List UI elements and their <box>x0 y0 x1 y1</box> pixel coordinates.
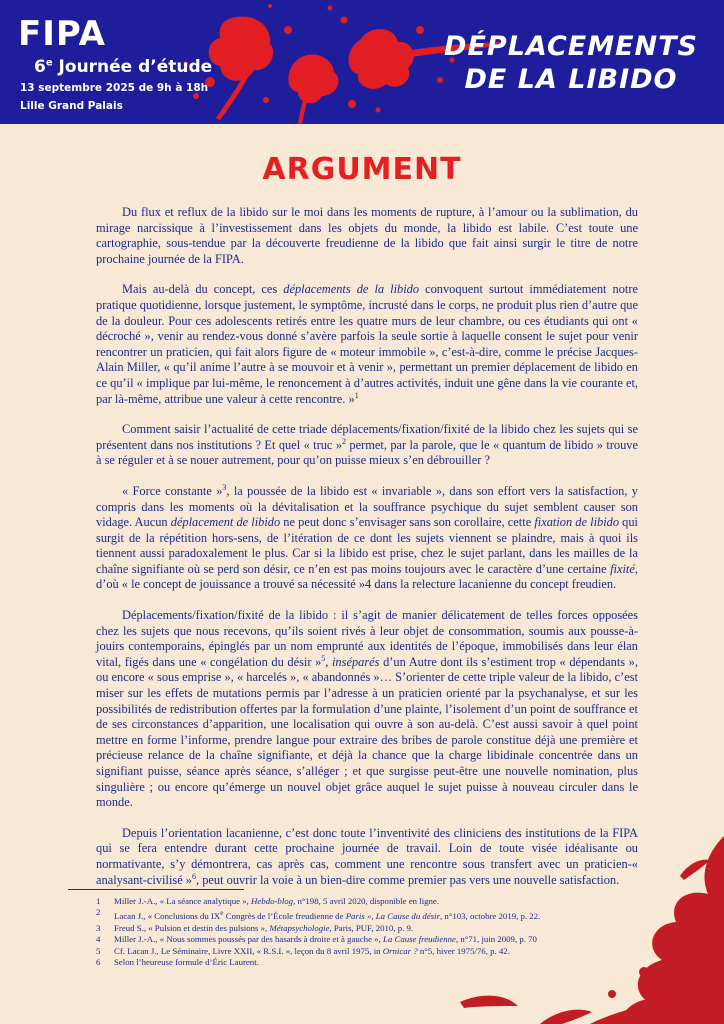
p2-text-2: convoquent surtout immédiatement notre pratique quotidienne, lorsque justement, le symptôme, incrusté dans le corps, ne produit plus rien d’autre que de la douleur. Pour ces adolescents retirés entre les quatre murs de leur chambre, ou ces étudiants qui ont « décroché », venir au rendez-vous donné s’avère parfois la seule sortie à laquelle consent le sujet pour venir rencontrer un praticien, qui fait alors figure de « moteur immobile », c’est-à-dire, comme le précise Jacques-Alain Miller, « qu’il anime l’autre à se mouvoir et à venir », permettant un premier déplacement de libido en ce qu’il « implique par lui-même, le renoncement à d’autres activités, induit une gêne dans la vie courante et, par là-même, attribue une valeur à cette rencontre. » <box>96 282 638 406</box>
footnote-superscript: e <box>220 908 224 918</box>
footnote-ref-1: 1 <box>354 390 359 400</box>
footnote-source: Hebdo-blog <box>251 896 294 906</box>
footnote-text: , n°198, 5 avril 2020, disponible en ligne. <box>293 896 440 906</box>
p4-text-4: qui surgit de la répétition hors-sens, de l’itération de ce dont les sujets viennent se plaindre, mais à quoi ils tiennent aussi paradoxalement le plus. Car si la libido est prise, chez le sujet parlant, dans les mailles de la chaîne signifiante où se perd son désir, ce n’en est pas moins toujours avec le caractère d’une certaine <box>96 515 639 576</box>
footnote-number: 5 <box>96 945 101 956</box>
p2-text-1: Mais au-delà du concept, ces <box>122 282 284 297</box>
footnote-text: Freud S., « Pulsion et destin des pulsions », <box>114 922 270 933</box>
footnote-number: 6 <box>96 956 101 967</box>
p4-emphasis-2: fixation de libido <box>534 515 620 530</box>
argument-body <box>96 205 638 903</box>
footnote-text: , n°103, octobre 2019, p. 22. <box>440 911 541 922</box>
footnote-ref-2: 2 <box>342 436 347 446</box>
footnote-divider <box>68 889 244 890</box>
edition-label: Journée d’étude <box>52 57 213 77</box>
paragraph-4 <box>96 484 638 593</box>
footnote-ref-5: 5 <box>321 653 326 663</box>
event-title-line-1: DÉPLACEMENTS <box>444 31 698 62</box>
footnote-4 <box>96 934 616 945</box>
footnote-number: 1 <box>96 896 101 906</box>
footnote-text: n°5, hiver 1975/76, p. 42. <box>417 945 510 956</box>
p4-text-5: , d’où « le concept de jouissance a trouvé sa nécessité »4 dans la relecture lacanienne du concept freudien. <box>96 561 638 592</box>
footnote-text: Congrès de l’École freudienne de <box>223 911 346 922</box>
footnote-ref-3: 3 <box>222 482 227 492</box>
footnote-6 <box>96 957 616 968</box>
p3-text-2: permet, par la parole, que le « quantum de libido » trouve à se réguler et à se nouer autrement, pour qu’on puisse mieux s’en débrouiller ? <box>96 437 638 468</box>
footnote-text: Miller J.-A., « La séance analytique », <box>114 896 252 906</box>
footnote-source: Ornicar ? <box>382 945 418 956</box>
footnote-text: Lacan J., « Conclusions du IX <box>114 911 221 922</box>
p5-text-3: d’un Autre dont ils s’estiment trop « dépendants », ou encore « sous emprise », « harcelés », « abandonnés »… S’orienter de cette triple valeur de la libido, c’est miser sur les effets de mutations permis par l’adresse à un praticien orienté par la psychanalyse, et sur les possibilités de redistribution offertes par la formulation d’une plainte, l’isolement d’un point de souffrance et de ses circonstances d’apparition, une localisation qui ouvre à son au-delà. C’est aussi savoir à quel point mettre en forme l’informe, prendre langue pour extraire des bribes de parole constitue déjà une première et précieuse relance de la chaîne signifiante, et déjà la chance que la charge libidinale concentrée dans un signifiant puisse, séance après séance, s’alléger ; et que surgisse peut-être une nouvelle nomination, plus singulière ; ou encore qu’émerge un nouvel objet grâce auquel le sujet puisse à nouveau circuler dans le monde. <box>96 654 638 810</box>
footnote-ref-6: 6 <box>192 871 196 881</box>
footnote-number: 3 <box>96 922 101 933</box>
event-date: 13 septembre 2025 de 9h à 18h <box>20 82 209 94</box>
p5-text-1: Déplacements/fixation/fixité de la libido : il s’agit de manier délicatement de telles forces opposées chez les sujets que nous recevons, qu’ils soient rivés à leur objet de consommation, soumis aux pousse-à-jouirs contemporains, épinglés par un nom emprunté aux identités de l’époque, immobilisés dans leur élan vital, figés dans une « congélation du désir » <box>96 608 638 669</box>
footnote-number: 4 <box>96 934 101 945</box>
footnote-2 <box>96 907 616 922</box>
footnote-source: Métapsychologie <box>269 922 330 933</box>
footnote-text: , Paris, PUF, 2010, p. 9. <box>329 922 414 933</box>
event-place: Lille Grand Palais <box>20 100 123 112</box>
p6-text-2: , peut ouvrir la voie à un bien-dire comme premier pas vers une nouvelle satisfaction. <box>196 872 620 887</box>
footnote-text: Selon l’heureuse formule d’Éric Laurent. <box>114 956 259 967</box>
edition-suffix: e <box>45 57 53 69</box>
event-title <box>444 30 698 96</box>
argument-heading: ARGUMENT <box>262 152 462 187</box>
paragraph-3 <box>96 422 638 469</box>
paragraph-5 <box>96 608 638 811</box>
fipa-logo: FIPA <box>18 14 106 54</box>
p3-text-1: Comment saisir l’actualité de cette triade déplacements/fixation/fixité de la libido chez les sujets qui se présentent dans nos institutions ? Et quel « truc » <box>96 422 638 452</box>
event-edition <box>34 57 212 77</box>
p4-text-1: « Force constante » <box>122 483 223 498</box>
footnote-source: La Cause freudienne <box>382 934 456 945</box>
footnote-1 <box>96 896 616 907</box>
p2-emphasis: déplacements de la libido <box>283 282 420 297</box>
footnote-3 <box>96 923 616 934</box>
p4-text-3: ne peut donc s’envisager sans son corollaire, cette <box>280 515 535 530</box>
paragraph-1: Du flux et reflux de la libido sur le moi dans les moments de rupture, à l’amour ou la sublimation, du mirage narcissique à l’investissement dans les objets du monde, la libido est labile. C’est toute une cartographie, sous-tendue par la découverte freudienne de la libido que fait ainsi surgir le titre de notre prochaine journée de la FIPA. <box>96 205 638 266</box>
footnote-source: Paris », La Cause du désir <box>345 911 441 922</box>
footnote-text: Miller J.-A., « Nous sommes poussés par des hasards à droite et à gauche », <box>114 934 383 945</box>
edition-number: 6 <box>34 57 46 77</box>
p6-text-1: Depuis l’orientation lacanienne, c’est donc toute l’inventivité des cliniciens des institutions de la FIPA qui se fera entendre durant cette prochaine journée de travail. Loin de toute visée idéalisante ou normativante, s’y démontrera, cas après cas, comment une rencontre sous transfert avec un praticien-« analysant-civilisé » <box>96 825 638 887</box>
event-title-line-2: DE LA LIBIDO <box>464 64 678 95</box>
paragraph-2 <box>96 282 638 407</box>
footnotes <box>96 896 616 968</box>
p4-emphasis-3: fixité <box>610 561 635 576</box>
p4-text-2: , la poussée de la libido est « invariable », dans son effort vers la satisfaction, y compris dans les moments où la dévitalisation et la souffrance psychique du sujet semblent causer son vidage. Aucun <box>96 483 638 530</box>
p5-emphasis: inséparés <box>331 654 380 669</box>
p4-emphasis-1: déplacement de libido <box>170 515 281 530</box>
footnote-number: 2 <box>96 907 101 918</box>
header-banner <box>0 0 724 124</box>
footnote-text: , n°71, juin 2009, p. 70 <box>455 934 537 945</box>
footnote-5 <box>96 946 616 957</box>
footnote-text: Cf. Lacan J., Le Séminaire, Livre XXII, « R.S.I. », leçon du 8 avril 1975, in <box>114 945 383 956</box>
p5-text-2: , <box>325 654 332 669</box>
